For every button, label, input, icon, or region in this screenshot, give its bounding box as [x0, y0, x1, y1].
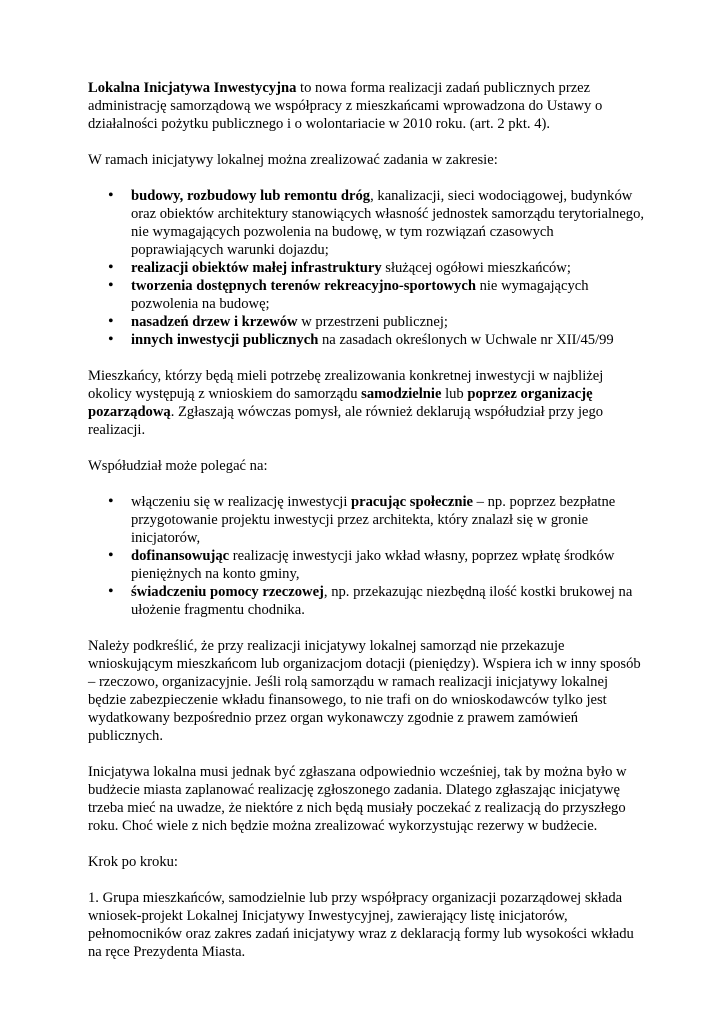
scope-list	[88, 187, 648, 349]
residents-paragraph	[88, 367, 648, 439]
list-item-bold: dofinansowując	[131, 548, 230, 564]
list-item-text: nie wymagających pozwolenia na budowę;	[131, 278, 589, 312]
list-item-text: w przestrzeni publicznej;	[297, 314, 448, 330]
bullet-icon: •	[108, 493, 114, 510]
timing-paragraph: Inicjatywa lokalna musi jednak być zgłaszana odpowiednio wcześniej, tak by można było w budżecie miasta zaplanować realizację zgłoszonego zadania. Dlatego zgłaszając inicjatywę trzeba mieć na uwadze, że niektóre z nich będą musiały poczekać z realizacją do przyszłego roku. Choć wiele z nich będzie można zrealizować wykorzystując rezerwy w budżecie.	[88, 764, 627, 834]
residents-text-2: lub	[441, 386, 468, 402]
bullet-icon: •	[108, 313, 114, 330]
list-item	[108, 277, 648, 313]
list-item-text: – np. poprzez bezpłatne przygotowanie projektu inwestycji przez architekta, który znalazł się w gronie inicjatorów,	[131, 494, 616, 546]
list-item-text: , np. przekazując niezbędną ilość kostki brukowej na ułożenie fragmentu chodnika.	[131, 584, 633, 618]
residents-bold-1: samodzielnie	[361, 386, 442, 402]
list-item-bold: innych inwestycji publicznych	[131, 332, 319, 348]
list-item-bold: nasadzeń drzew i krzewów	[131, 314, 298, 330]
list-item-text: na zasadach określonych w Uchwale nr XII/45/99	[318, 332, 614, 348]
list-item-bold: realizacji obiektów małej infrastruktury	[131, 260, 382, 276]
participation-intro-paragraph: Współudział może polegać na:	[88, 458, 268, 474]
document-body	[88, 79, 648, 979]
participation-list	[88, 493, 648, 619]
list-item-bold: świadczeniu pomocy rzeczowej	[131, 584, 324, 600]
list-item-bold: pracując społecznie	[351, 494, 474, 510]
residents-text-1: Mieszkańcy, którzy będą mieli potrzebę zrealizowania konkretnej inwestycji w najbliżej okolicy występują z wnioskiem do samorządu	[88, 368, 604, 402]
residents-bold-2: poprzez organizację pozarządową	[88, 386, 593, 420]
list-item	[108, 187, 648, 259]
bullet-icon: •	[108, 583, 114, 600]
list-item-text: , kanalizacji, sieci wodociągowej, budynków oraz obiektów architektury stanowiących własność jednostek samorządu terytorialnego, nie wymagających pozwolenia na budowę, w tym rozwiązań czasowych poprawiających warunki dojazdu;	[131, 188, 645, 258]
list-item-text: realizację inwestycji jako wkład własny, poprzez wpłatę środków pieniężnych na konto gminy,	[131, 548, 615, 582]
intro-text: to nowa forma realizacji zadań publicznych przez administrację samorządową we współpracy z mieszkańcami wprowadzona do Ustawy o działalności pożytku publicznego i o wolontariacie w 2010 roku. (art. 2 pkt. 4).	[88, 80, 603, 132]
list-item-text: służącej ogółowi mieszkańców;	[381, 260, 571, 276]
list-item	[108, 493, 648, 547]
intro-paragraph	[88, 79, 648, 133]
bullet-icon: •	[108, 187, 114, 204]
step-1-paragraph: 1. Grupa mieszkańców, samodzielnie lub przy współpracy organizacji pozarządowej składa wniosek-projekt Lokalnej Inicjatywy Inwestycyjnej, zawierający listę inicjatorów, pełnomocników oraz zakres zadań inicjatywy wraz z deklaracją formy lub wysokości wkładu na ręce Prezydenta Miasta.	[88, 890, 634, 960]
list-item-bold: budowy, rozbudowy lub remontu dróg	[131, 188, 371, 204]
bullet-icon: •	[108, 277, 114, 294]
bullet-icon: •	[108, 259, 114, 276]
bullet-icon: •	[108, 547, 114, 564]
list-item	[108, 259, 648, 277]
steps-heading: Krok po kroku:	[88, 854, 178, 870]
list-item	[108, 547, 648, 583]
list-item	[108, 313, 648, 331]
scope-intro-paragraph: W ramach inicjatywy lokalnej można zrealizować zadania w zakresie:	[88, 152, 498, 168]
list-item-bold: tworzenia dostępnych terenów rekreacyjno-sportowych	[131, 278, 476, 294]
list-item-text: włączeniu się w realizację inwestycji	[131, 494, 352, 510]
funding-paragraph: Należy podkreślić, że przy realizacji inicjatywy lokalnej samorząd nie przekazuje wnioskującym mieszkańcom lub organizacjom dotacji (pieniędzy). Wspiera ich w inny sposób – rzeczowo, organizacyjnie. Jeśli rolą samorządu w ramach realizacji inicjatywy lokalnej będzie zabezpieczenie wkładu finansowego, to nie trafi on do wnioskodawców tylko jest wydatkowany bezpośrednio przez organ wykonawczy zgodnie z prawem zamówień publicznych.	[88, 638, 641, 744]
residents-text-3: . Zgłaszają wówczas pomysł, ale również deklarują współudział przy jego realizacji.	[88, 404, 604, 438]
list-item	[108, 331, 648, 349]
list-item	[108, 583, 648, 619]
intro-bold: Lokalna Inicjatywa Inwestycyjna	[88, 80, 297, 96]
bullet-icon: •	[108, 331, 114, 348]
